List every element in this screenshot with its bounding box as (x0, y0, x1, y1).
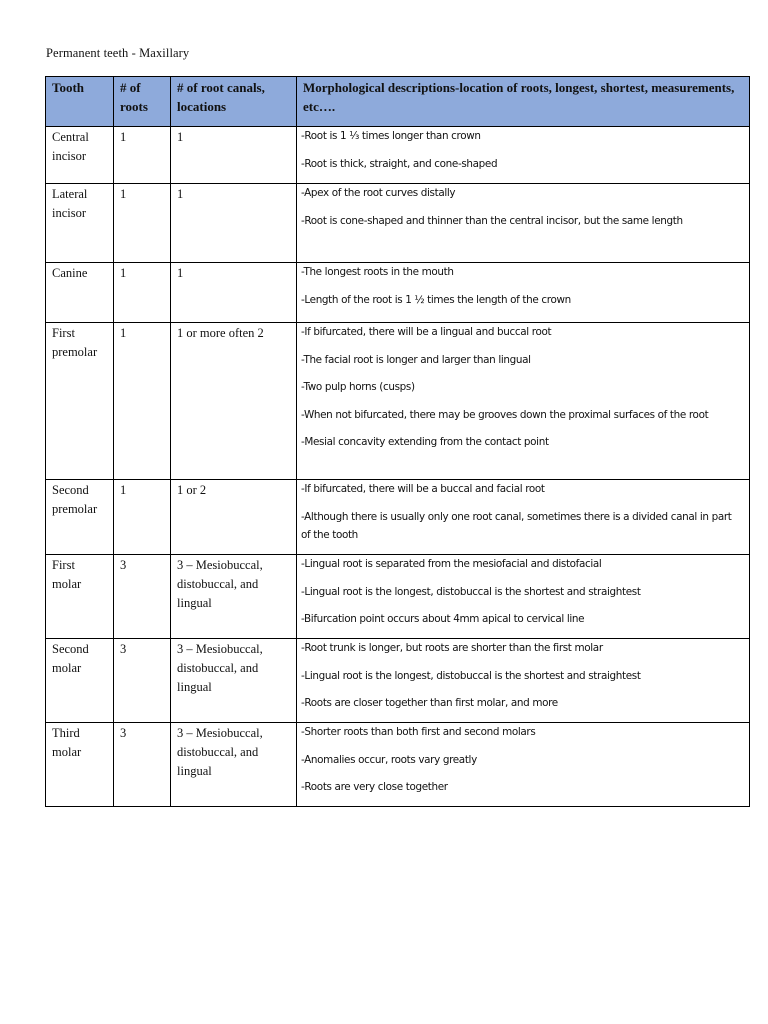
description-line: -Root trunk is longer, but roots are shorter than the first molar (301, 642, 603, 654)
table-row (46, 723, 750, 807)
root-canals-cell: 1 (171, 127, 297, 184)
morphology-description-cell (297, 480, 750, 555)
tooth-name-cell: First molar (46, 555, 114, 639)
root-canals-cell: 1 or 2 (171, 480, 297, 555)
description-line: -Shorter roots than both first and second molars (301, 726, 536, 738)
header-description: Morphological descriptions-location of roots, longest, shortest, measurements, etc…. (297, 77, 750, 127)
morphology-description-cell (297, 127, 750, 184)
root-count-cell: 1 (114, 127, 171, 184)
description-line: -Mesial concavity extending from the contact point (301, 436, 549, 448)
morphology-description-cell (297, 263, 750, 323)
table-row (46, 263, 750, 323)
table-row (46, 323, 750, 480)
morphology-description-cell (297, 184, 750, 263)
description-line: -Root is 1 ⅓ times longer than crown (301, 130, 481, 142)
description-line: -Roots are very close together (301, 781, 448, 793)
root-canals-cell: 1 (171, 263, 297, 323)
tooth-name-cell: Lateral incisor (46, 184, 114, 263)
root-count-cell: 3 (114, 639, 171, 723)
description-line: -If bifurcated, there will be a lingual and buccal root (301, 326, 552, 338)
header-roots: # of roots (114, 77, 171, 127)
table-row (46, 555, 750, 639)
description-line: -Lingual root is separated from the mesiofacial and distofacial (301, 558, 602, 570)
description-line: -The facial root is longer and larger than lingual (301, 353, 531, 366)
morphology-description-cell (297, 555, 750, 639)
maxillary-teeth-table (45, 76, 750, 807)
root-count-cell: 1 (114, 323, 171, 480)
description-line: -Roots are closer together than first molar, and more (301, 697, 558, 709)
root-count-cell: 1 (114, 263, 171, 323)
description-line: -Lingual root is the longest, distobuccal is the shortest and straightest (301, 669, 641, 682)
header-tooth: Tooth (46, 77, 114, 127)
description-line: -Although there is usually only one root canal, sometimes there is a divided canal in part of the tooth (301, 510, 732, 541)
table-row (46, 184, 750, 263)
tooth-name-cell: Central incisor (46, 127, 114, 184)
tooth-name-cell: Canine (46, 263, 114, 323)
description-line: -Bifurcation point occurs about 4mm apical to cervical line (301, 613, 585, 625)
description-line: -The longest roots in the mouth (301, 266, 454, 278)
description-line: -Lingual root is the longest, distobuccal is the shortest and straightest (301, 585, 641, 598)
root-count-cell: 3 (114, 555, 171, 639)
root-count-cell: 1 (114, 184, 171, 263)
description-line: -Apex of the root curves distally (301, 187, 456, 199)
table-row (46, 127, 750, 184)
morphology-description-cell (297, 639, 750, 723)
description-line: -If bifurcated, there will be a buccal and facial root (301, 483, 545, 495)
root-canals-cell: 1 (171, 184, 297, 263)
table-row (46, 480, 750, 555)
root-count-cell: 1 (114, 480, 171, 555)
root-canals-cell: 3 – Mesiobuccal, distobuccal, and lingual (171, 723, 297, 807)
header-canals: # of root canals, locations (171, 77, 297, 127)
root-count-cell: 3 (114, 723, 171, 807)
document-title: Permanent teeth - Maxillary (46, 46, 190, 60)
morphology-description-cell (297, 723, 750, 807)
tooth-name-cell: Second molar (46, 639, 114, 723)
morphology-description-cell (297, 323, 750, 480)
description-line: -Anomalies occur, roots vary greatly (301, 753, 477, 766)
table-row (46, 639, 750, 723)
description-line: -Two pulp horns (cusps) (301, 381, 415, 393)
root-canals-cell: 3 – Mesiobuccal, distobuccal, and lingual (171, 639, 297, 723)
tooth-name-cell: First premolar (46, 323, 114, 480)
description-line: -Root is cone-shaped and thinner than the central incisor, but the same length (301, 214, 683, 227)
description-line: -Length of the root is 1 ½ times the length of the crown (301, 293, 571, 306)
tooth-name-cell: Third molar (46, 723, 114, 807)
description-line: -When not bifurcated, there may be grooves down the proximal surfaces of the root (301, 408, 709, 421)
root-canals-cell: 3 – Mesiobuccal, distobuccal, and lingual (171, 555, 297, 639)
root-canals-cell: 1 or more often 2 (171, 323, 297, 480)
table-header-row (46, 77, 750, 127)
description-line: -Root is thick, straight, and cone-shaped (301, 157, 498, 170)
tooth-name-cell: Second premolar (46, 480, 114, 555)
